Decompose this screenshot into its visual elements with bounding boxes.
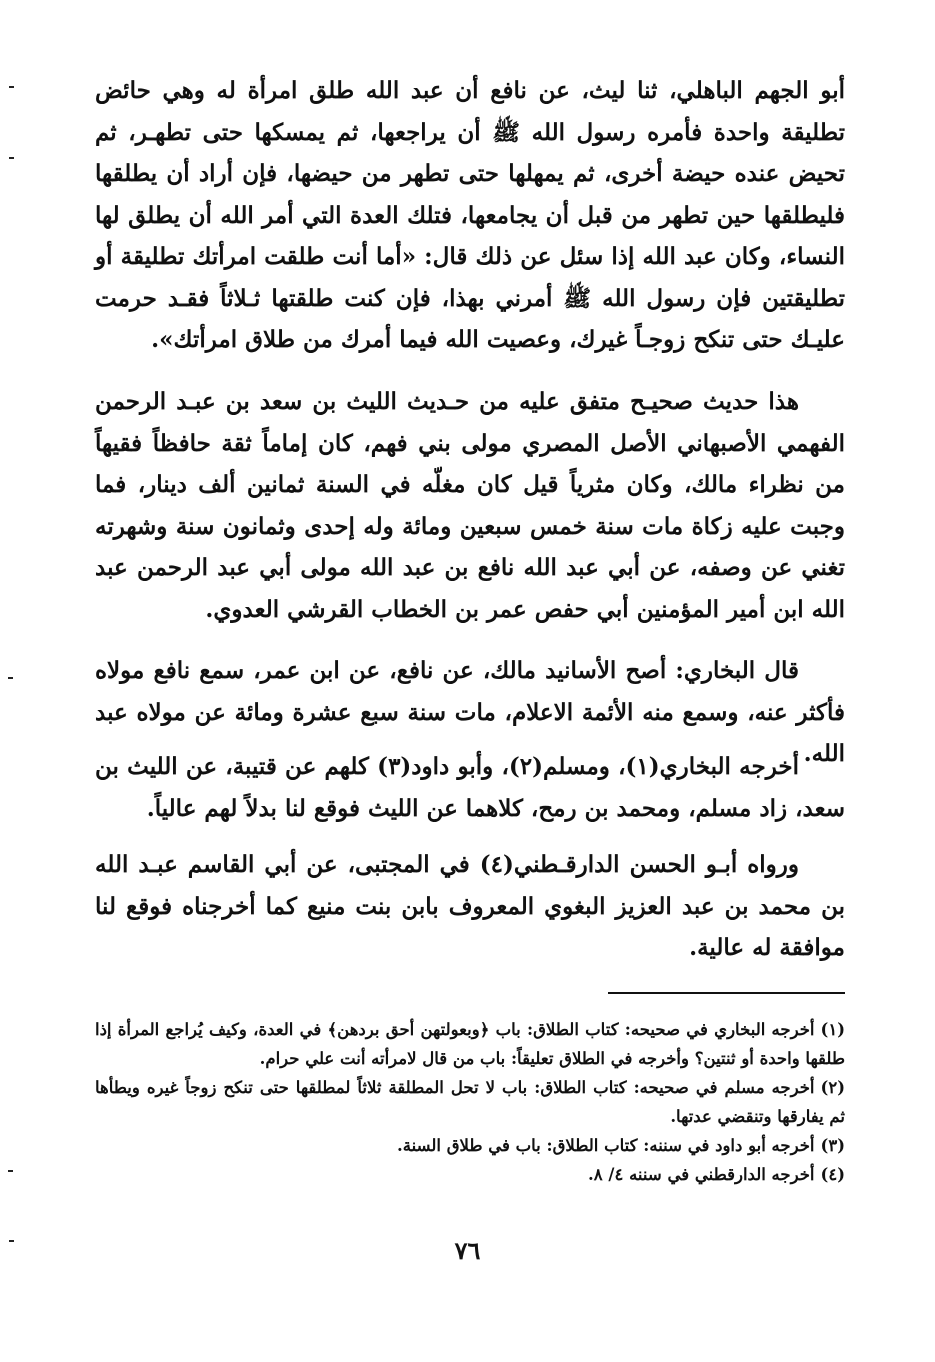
body-paragraph-takhrij: أخرجه البخاري(١)، ومسلم(٢)، وأبو داود(٣) كلهم عن قتيبة، عن الليث بن سعد، زاد مسلم، ومحمد بن رمح، كلاهما عن الليث فوقع لنا بدلاً لهم عالياً. — [95, 753, 845, 822]
body-paragraph-hadith-text: أبو الجهم الباهلي، ثنا ليث، عن نافع أن عبد الله طلق امرأة له وهي حائض تطليقة واحدة فأمره رسول الله ﷺ أن يراجعها، ثم يمسكها حتى تطهـر، ثم تحيض عنده حيضة أخرى، ثم يمهلها حتى تطهر من حيضها، فإن أراد أن يطلقها فليطلقها حين تطهر من قبل أن يجامعها، فتلك العدة التي أمر الله أن يطلق لها النساء، وكان عبد الله إذا سئل عن ذلك قال: «أما أنت طلقت امرأتك تطليقة أو تطليقتين فإن رسول الله ﷺ أمرني بهذا، فإن كنت طلقتها ثـلاثاً فقـد حرمت عليـك حتى تنكح زوجـاً غيرك، وعصيت الله فيما أمرك من طلاق امرأتك». — [95, 77, 845, 353]
footnotes-list — [95, 1015, 845, 1189]
footnote-divider — [608, 992, 845, 994]
page-number: ٧٦ — [454, 1236, 481, 1265]
footnote-text: أخرجه مسلم في صحيحه: كتاب الطلاق: باب لا تحل المطلقة ثلاثاً لمطلقها حتى تنكح زوجاً غيره ويطأها ثم يفارقها وتنقضي عدتها. — [95, 1078, 845, 1126]
footnote-number: (١) — [820, 1020, 845, 1039]
footnote-text: أخرجه الدارقطني في سننه ٤/ ٨. — [588, 1165, 815, 1184]
body-paragraph-daraqutni: ورواه أبـو الحسن الدارقـطني(٤) في المجتبى، عن أبي القاسم عبـد الله بن محمد بن عبد العزيز البغوي المعروف بابن بنت منيع كما أخرجناه فوقع لنا موافقة له عالية. — [95, 851, 845, 961]
footnote-number: (٣) — [820, 1136, 845, 1155]
footnote-text: أخرجه البخاري في صحيحه: كتاب الطلاق: باب ﴿وبعولتهن أحق بردهن﴾ في العدة، وكيف يُراجع المرأة إذا طلقها واحدة أو ثنتين؟ وأخرجه في الطلاق تعليقاً: باب من قال لامرأته أنت علي حرام. — [95, 1020, 845, 1068]
margin-mark — [9, 86, 14, 88]
footnote-number: (٢) — [820, 1078, 845, 1097]
footnote-item — [95, 1073, 845, 1131]
footnote-item — [95, 1131, 845, 1160]
margin-mark — [9, 157, 14, 159]
footnote-number: (٤) — [820, 1165, 845, 1184]
body-paragraph-bukhari-quote: قال البخاري: أصح الأسانيد مالك، عن نافع، عن ابن عمر، سمع نافع مولاه فأكثر عنه، وسمع منه الأئمة الاعلام، مات سنة سبع عشرة ومائة عن مولاه عبد الله. — [95, 657, 845, 767]
footnote-item — [95, 1015, 845, 1073]
margin-mark — [8, 677, 13, 679]
body-paragraph-authentication: هذا حديث صحيـح متفق عليه من حـديث الليث بن سعد بن عبـد الرحمن الفهمي الأصبهاني الأصل المصري مولى بني فهم، كان إماماً ثقة حافظاً فقيهاً من نظراء مالك، وكان مثرياً قيل كان مغلّه في السنة ثمانين ألف دينار، فما وجبت عليه زكاة مات سنة خمس سبعين ومائة وله إحدى وثمانون سنة وشهرته تغني عن وصفه، عن أبي عبد الله نافع بن عبد الله مولى أبي عبد الرحمن عبد الله ابن أمير المؤمنين أبي حفص عمر بن الخطاب القرشي العدوي. — [95, 388, 845, 623]
margin-mark — [8, 1170, 13, 1172]
footnote-text: أخرجه أبو داود في سننه: كتاب الطلاق: باب في طلاق السنة. — [397, 1136, 815, 1155]
footnote-item — [95, 1160, 845, 1189]
